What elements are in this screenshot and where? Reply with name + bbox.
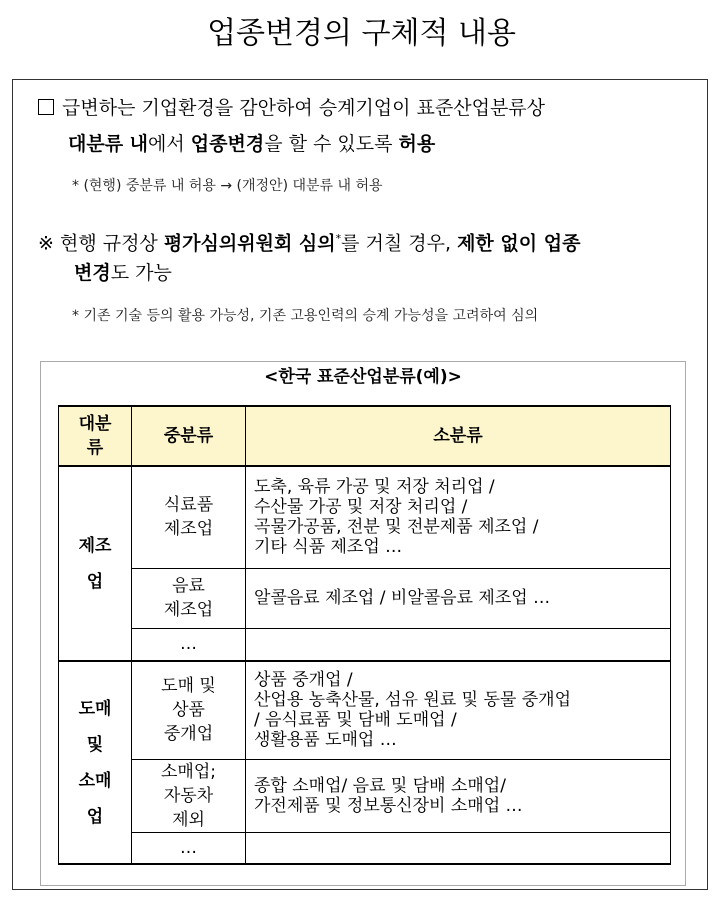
mid-cell xyxy=(132,832,246,864)
table-row xyxy=(59,832,671,864)
reference-mark: ※ xyxy=(38,232,54,255)
mid-label: … xyxy=(180,837,197,858)
mid-cell xyxy=(132,661,246,759)
mid-cell xyxy=(132,628,246,661)
item2-line2 xyxy=(74,258,172,288)
emphasis-text: 평가심의위원회 심의 xyxy=(163,232,336,255)
page-title: 업종변경의 구체적 내용 xyxy=(207,16,516,51)
mid-cell xyxy=(132,568,246,628)
major-label: 제조 업 xyxy=(78,535,112,592)
item2-text: 도 가능 xyxy=(110,262,172,284)
item2-text: 현행 규정상 xyxy=(59,232,164,255)
square-bullet-icon xyxy=(38,99,54,115)
header-major xyxy=(59,406,132,466)
mid-label: 도매 및 상품 중개업 xyxy=(161,676,216,745)
footnote-mark: * xyxy=(335,232,342,245)
header-minor: 소분류 xyxy=(246,406,671,466)
minor-cell xyxy=(246,628,671,661)
major-cell-wholesale-retail xyxy=(59,661,132,864)
table-row xyxy=(59,759,671,832)
minor-list: 알콜음료 제조업 / 비알콜음료 제조업 … xyxy=(254,588,551,608)
emphasis-text: 변경 xyxy=(74,262,111,284)
minor-cell xyxy=(246,568,671,628)
note1: * (현행) 중분류 내 허용 → (개정안) 대분류 내 허용 xyxy=(72,178,383,194)
minor-list: 도축, 육류 가공 및 저장 처리업 / 수산물 가공 및 저장 처리업 / 곡물가공품, 전분 및 전분제품 제조업 / 기타 식품 제조업 … xyxy=(254,477,539,558)
item1-text: 에서 xyxy=(148,133,191,155)
header-mid: 중분류 xyxy=(132,406,246,466)
mid-label: 식료품 제조업 xyxy=(163,495,214,540)
item1-text: 급변하는 기업환경을 감안하여 승계기업이 표준산업분류상 xyxy=(62,97,546,119)
major-label: 도매 및 소매 업 xyxy=(78,698,112,827)
table-caption: <한국 표준산업분류(예)> xyxy=(264,367,462,387)
minor-cell xyxy=(246,832,671,864)
minor-cell xyxy=(246,466,671,568)
mid-label: … xyxy=(180,634,197,655)
minor-cell xyxy=(246,661,671,759)
mid-label: 소매업; 자동차 제외 xyxy=(161,761,216,830)
table-row xyxy=(59,628,671,661)
mid-label: 음료 제조업 xyxy=(163,576,214,620)
minor-cell xyxy=(246,759,671,832)
item1-line2 xyxy=(68,129,435,159)
note2: * 기존 기술 등의 활용 가능성, 기존 고용인력의 승계 가능성을 고려하여 심의 xyxy=(72,308,539,324)
item2-line1 xyxy=(38,224,580,258)
emphasis-text: 대분류 내 xyxy=(68,133,149,155)
table-row xyxy=(59,661,671,759)
minor-list: 종합 소매업/ 음료 및 담배 소매업/ 가전제품 및 정보통신장비 소매업 … xyxy=(254,775,523,816)
item1-line1 xyxy=(38,93,545,123)
emphasis-text: 허용 xyxy=(398,133,436,155)
emphasis-text: 제한 없이 업종 xyxy=(457,232,581,255)
major-cell-manufacturing xyxy=(59,466,132,661)
table-row xyxy=(59,466,671,568)
mid-cell xyxy=(132,759,246,832)
header-row xyxy=(59,406,671,466)
header-major-label: 대분 류 xyxy=(78,414,112,458)
item2-text: 를 거칠 경우, xyxy=(341,232,458,255)
emphasis-text: 업종변경 xyxy=(190,133,265,155)
table-row xyxy=(59,568,671,628)
item1-text: 을 할 수 있도록 xyxy=(264,133,399,155)
industry-classification-table xyxy=(58,405,671,865)
mid-cell xyxy=(132,466,246,568)
minor-list: 상품 중개업 / 산업용 농축산물, 섬유 원료 및 동물 중개업 / 음식료품 및 담배 도매업 / 생활용품 도매업 … xyxy=(254,670,572,751)
